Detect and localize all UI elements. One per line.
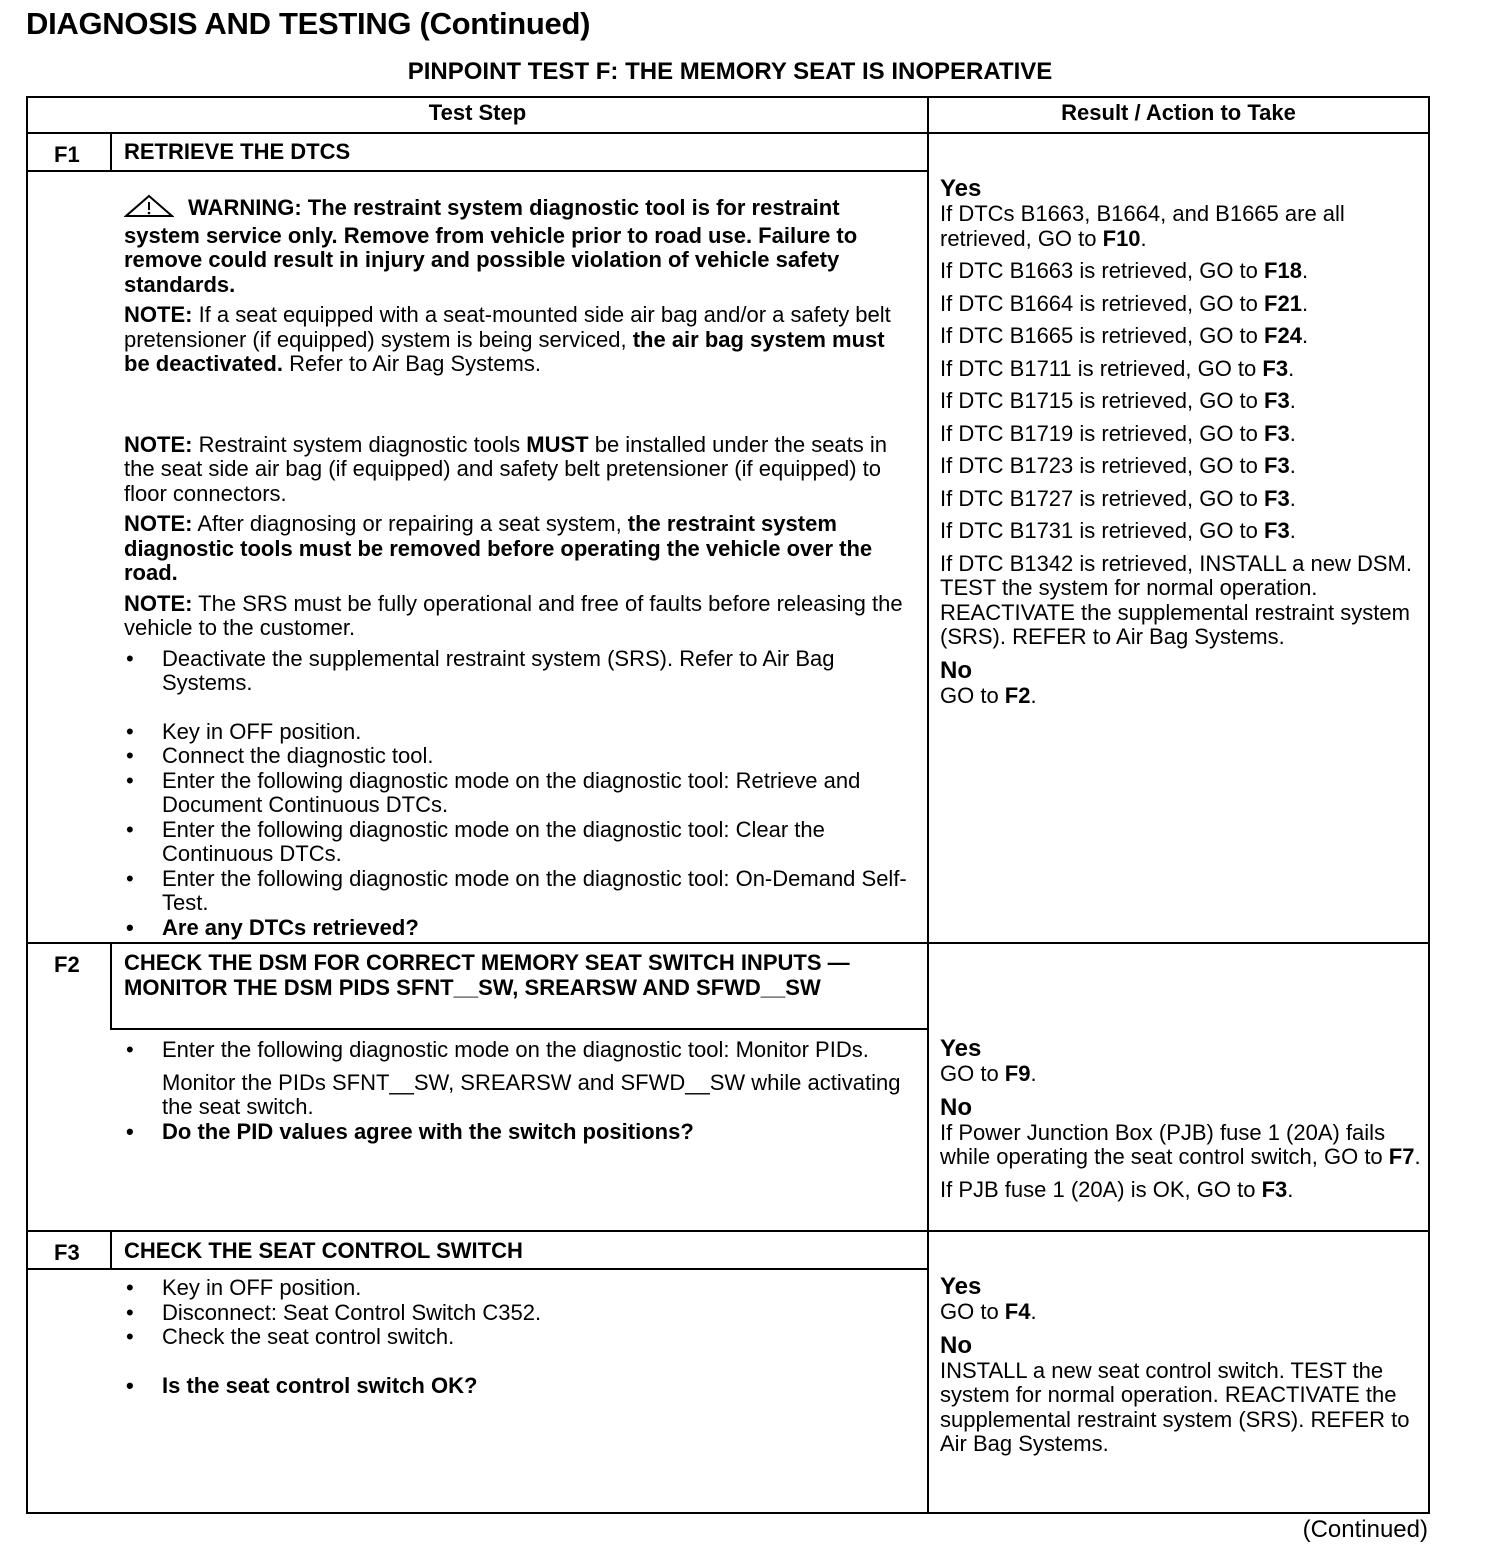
- step-id-divider: [110, 134, 112, 172]
- result-yes-label: Yes: [940, 1273, 982, 1300]
- result-line: GO to F4.: [940, 1299, 1037, 1324]
- step-id-f3: F3: [54, 1240, 80, 1265]
- list-item: • Key in OFF position.: [124, 1276, 914, 1301]
- step-body-f3: [124, 1276, 914, 1398]
- note-3: NOTE: After diagnosing or repairing a seat system, the restraint system diagnostic tools must be removed before operating the vehicle over the road.: [124, 511, 873, 585]
- step-body-f1: [124, 194, 914, 940]
- result-no-label: No: [940, 1331, 972, 1359]
- result-line: If DTCs B1663, B1664, and B1665 are all retrieved, GO to F10.: [940, 201, 1345, 251]
- note-2: NOTE: Restraint system diagnostic tools MUST be installed under the seats in the seat side air bag (if equipped) and safety belt pretensioner (if equipped) to floor connectors.: [124, 431, 888, 506]
- result-dtc-line: If DTC B1711 is retrieved, GO to F3.: [940, 355, 1295, 381]
- warning-triangle-icon: [124, 194, 174, 224]
- result-f3: [940, 1274, 1428, 1465]
- note-1: NOTE: If a seat equipped with a seat-mounted side air bag and/or a safety belt pretensioner (if equipped) system is being serviced, the air bag system must be deactivated. Refer to Air Bag Systems.: [124, 302, 891, 376]
- step-title-f2: CHECK THE DSM FOR CORRECT MEMORY SEAT SWITCH INPUTS — MONITOR THE DSM PIDS SFNT__SW, SREARSW AND SFWD__SW: [124, 950, 850, 1000]
- list-item: • Deactivate the supplemental restraint system (SRS). Refer to Air Bag Systems.: [124, 647, 914, 696]
- list-item: • Key in OFF position.: [124, 720, 914, 745]
- result-dtc-line: If DTC B1723 is retrieved, GO to F3.: [940, 453, 1296, 478]
- result-dtc-line: If DTC B1664 is retrieved, GO to F21.: [940, 290, 1309, 316]
- step-question-f2: • Do the PID values agree with the switch positions?: [124, 1120, 914, 1145]
- step-bullets-f1-b: [124, 720, 914, 941]
- result-f1: [940, 176, 1428, 716]
- list-item: • Connect the diagnostic tool.: [124, 744, 914, 769]
- page-header: DIAGNOSIS AND TESTING (Continued): [26, 6, 591, 41]
- column-header-result: Result / Action to Take: [1061, 100, 1296, 125]
- result-no-label: No: [940, 1093, 972, 1121]
- step-body-f2: [124, 1038, 914, 1144]
- title-divider: [28, 1268, 927, 1270]
- result-f2: [940, 1036, 1428, 1210]
- list-item: • Disconnect: Seat Control Switch C352.: [124, 1301, 914, 1326]
- step-title-f1: RETRIEVE THE DTCS: [124, 139, 351, 164]
- result-yes-label: Yes: [940, 1035, 982, 1062]
- column-header-test-step: Test Step: [428, 100, 527, 125]
- title-divider: [110, 1028, 927, 1030]
- monitor-text: Monitor the PIDs SFNT__SW, SREARSW and SFWD__SW while activating the seat switch.: [162, 1069, 901, 1119]
- step-bullets-f1: [124, 647, 914, 696]
- result-line: REACTIVATE the supplemental restraint system (SRS). REFER to Air Bag Systems.: [940, 599, 1410, 649]
- title-divider: [28, 170, 927, 172]
- step-title-f3: CHECK THE SEAT CONTROL SWITCH: [124, 1238, 523, 1263]
- step-id-f2: F2: [54, 952, 80, 977]
- result-dtc-lines: [940, 259, 1428, 544]
- column-divider: [927, 98, 929, 1512]
- result-line: GO to F2.: [940, 682, 1037, 708]
- result-yes-label: Yes: [940, 175, 982, 202]
- table-title: PINPOINT TEST F: THE MEMORY SEAT IS INOPERATIVE: [407, 58, 1053, 85]
- result-dtc-line: If DTC B1731 is retrieved, GO to F3.: [940, 518, 1296, 543]
- continued-label: (Continued): [1302, 1516, 1428, 1543]
- step-id-f1: F1: [54, 142, 80, 167]
- result-dtc-line: If DTC B1715 is retrieved, GO to F3.: [940, 388, 1296, 413]
- result-dtc-line: If DTC B1727 is retrieved, GO to F3.: [940, 485, 1296, 511]
- step-id-divider: [110, 1232, 112, 1270]
- result-dtc-line: If DTC B1663 is retrieved, GO to F18.: [940, 258, 1309, 283]
- list-item: • Enter the following diagnostic mode on the diagnostic tool: Clear the Continuous DTCs.: [124, 818, 914, 867]
- result-dtc-line: If DTC B1719 is retrieved, GO to F3.: [940, 420, 1296, 446]
- list-item: • Enter the following diagnostic mode on the diagnostic tool: On-Demand Self-Test.: [124, 867, 914, 916]
- result-dtc-line: If DTC B1665 is retrieved, GO to F24.: [940, 323, 1309, 348]
- result-line: If DTC B1342 is retrieved, INSTALL a new DSM. TEST the system for normal operation.: [940, 550, 1412, 600]
- step-id-divider: [110, 944, 112, 1030]
- list-item: • Enter the following diagnostic mode on the diagnostic tool: Retrieve and Document Continuous DTCs.: [124, 769, 914, 818]
- row-divider: [28, 942, 1428, 944]
- result-line: If PJB fuse 1 (20A) is OK, GO to F3.: [940, 1176, 1294, 1202]
- note-4: NOTE: The SRS must be fully operational and free of faults before releasing the vehicle to the customer.: [124, 590, 903, 640]
- result-line: GO to F9.: [940, 1061, 1037, 1086]
- result-line: If Power Junction Box (PJB) fuse 1 (20A) fails while operating the seat control switch, GO to F7.: [940, 1119, 1421, 1169]
- header-divider: [28, 132, 1428, 134]
- row-divider: [28, 1230, 1428, 1232]
- list-item: • Enter the following diagnostic mode on the diagnostic tool: Monitor PIDs.: [124, 1038, 914, 1063]
- result-line: INSTALL a new seat control switch. TEST the system for normal operation. REACTIVATE the supplemental restraint system (SRS). REFER to Air Bag Systems.: [940, 1357, 1410, 1456]
- result-no-label: No: [940, 656, 972, 684]
- list-item: • Check the seat control switch.: [124, 1325, 914, 1350]
- warning-text: WARNING: The restraint system diagnostic tool is for restraint system service only. Remove from vehicle prior to road use. Failure to remove could result in injury and possible violation of vehicle safety standards.: [124, 195, 858, 297]
- step-question-f1: • Are any DTCs retrieved?: [124, 916, 914, 941]
- step-question-f3: • Is the seat control switch OK?: [124, 1374, 914, 1399]
- pinpoint-test-table: [26, 96, 1430, 1514]
